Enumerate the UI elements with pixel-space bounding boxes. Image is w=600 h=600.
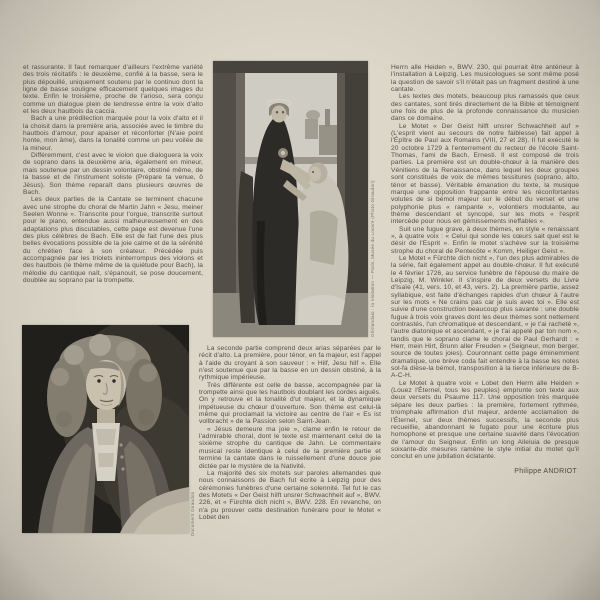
paragraph: Le Motet « Der Geist hilft unsrer Schwachheit auf » (L'esprit vient au secours de notre faiblesse) fait appel à l'Épître de Paul aux Romains (VIII, 27 et 28). Il fut exécuté le 20 octobre 1729 à l'enterrement du recteur de l'école Saint-Thomas, l'ami de Bach, Ernesti. Il est composé de trois parties. La première est un double-chœur à la manière des Vénitiens de la Renaissance, dans lequel les deux groupes sont constitués de voix de mêmes tessitures (soprano, alto, ténor et basse). Véritable émanation du texte, la musique marque une opposition frappante entre les réconfortantes volutes de si bémol majeur sur le début du verset et une polyphonie plus « rampante », volontiers modulante, au thème descendant et syncopé, sur les mots « l'esprit intercède pour nous en gémissements ineffables ».	[391, 122, 579, 226]
paragraph: La seconde partie comprend deux arias séparées par le récit d'alto. La première, pour ténor, en fa majeur, est l'appel à l'aide du croyant à son sauveur : « Hilf, Jesu hilf ». Elle n'est soutenue que par la basse en un dessin obstiné, à la rythmique impérieuse.	[199, 345, 381, 382]
paragraph: Très différente est celle de basse, accompagnée par la trompette ainsi que les hautbois doublant les cordes aiguës. On y retrouve et la tonalité d'ut majeur, et la dynamique impétueuse du chœur d'ouverture. Son thème est celui-là même qui proclamait la victoire au centre de l'air « Es ist vollbracht » de la Passion selon Saint-Jean.	[199, 381, 381, 426]
paragraph: « Jésus demeure ma joie », clame enfin le retour de l'admirable choral, dont le texte est maintenant celui de la sixième strophe du cantique de Jahn. Le commentaire musical reste identique à celui de la première partie et termine la cantate dans le ruissellement d'une douce joie dictée par le mystère de la Nativité.	[199, 425, 381, 470]
paragraph: Bach a une prédilection marquée pour la voix d'alto et il la choisit dans la première aria, associée avec le timbre du hautbois d'amour, pour apaiser et réconforter (N'aie point honte, mon âme), dans la tonalité comme un peu voilée de la mineur.	[23, 115, 203, 152]
paragraph: Suit une fugue grave, à deux thèmes, en style « renaissant », à quatre voix : « Celui qui sonde les cœurs sait quel est le désir de l'Esprit ». Enfin le motet s'achève sur la troisième strophe du choral de Pentecôte « Komm, Heiliger Geist ».	[391, 225, 579, 255]
visitation-painting-art	[213, 61, 368, 337]
bach-portrait	[22, 325, 189, 533]
text-column-right	[391, 64, 579, 475]
paragraph: La majorité des six motets sur paroles allemandes que nous connaissons de Bach fut écrite à Leipzig pour des cérémonies funèbres d'une certaine solennité. Tel fut le cas des Motets « Der Geist hilft unsrer Schwachheit auf », BWV. 226, et « Fürchte dich nicht », BWV. 228. En revanche, on n'a pu prouver cette destination funéraire pour le Motet « Lobet den	[199, 469, 381, 521]
text-column-left	[23, 64, 203, 284]
bach-photo-credit: Document Giraudon	[190, 491, 195, 536]
paragraph: Différemment, c'est avec le violon que dialoguera la voix de soprano dans la deuxième aria, également en mineur, mais soutenue par un dessin volontaire, obstiné même, de la basse et de l'instrument soliste (Prépare ta venue, ô Jésus). Son thème reparaît dans plusieurs œuvres de Bach.	[23, 152, 203, 196]
paragraph: Les deux parties de la Cantate se terminent chacune avec une strophe du choral de Martin Jahn « Jesu, meiner Seelen Wonne ». Transcrite pour l'orgue, transcrite surtout pour le piano, entendue aussi malheureusement en des adaptations plus discutables, cette page est devenue l'une des plus célèbres de Bach. Elle est de fait l'une des plus belles évocations possible de la joie calme et de la sérénité du chrétien face à son créateur. Précédée puis accompagnée par les triolets ininterrompus des violons et des hautbois (le thème même de la quiétude pour Bach), la mélodie du cantique naît, s'épanouit, se pose doucement, doublée au soprano par la trompette.	[23, 196, 203, 284]
paragraph: Le Motet à quatre voix « Lobet den Herrn alle Heiden » (Louez l'Éternel, tous les peuples) emprunte son texte aux deux versets du Psaume 117. Une opposition très marquée sépare les deux parties : la première, fortement rythmée, triomphale affirmation d'ut majeur, ardente acclamation de l'Éternel, sur deux thèmes successifs, la seconde plus recueillie, abandonnant le fugato pour une écriture plus homophone et presque une certaine suavité dans l'évocation de l'amour du Seigneur. Enfin un long Alleluia de presque soixante-dix mesures ramène le style initial du motet qu'il conclut en une jubilation éclatante.	[391, 379, 579, 461]
right-column-paragraphs	[391, 64, 579, 461]
paragraph: Herrn alle Heiden », BWV. 230, qui pourrait être antérieur à l'installation à Leipzig. Les musicologues se sont même posé la question de savoir s'il n'était pas un fragment destiné à une cantate.	[391, 64, 579, 94]
visitation-photo-credit: Ghirlandaio : la Visitation — Paris, Musée du Louvre (Photo Giraudon)	[370, 180, 375, 337]
author-signature: Philippe ANDRIOT	[514, 467, 577, 475]
paragraph: Les textes des motets, beaucoup plus ramassés que ceux des cantates, sont tirés directement de la Bible et témoignent une fois de plus de la profonde connaissance du musicien dans ce domaine.	[391, 93, 579, 123]
text-column-middle	[199, 345, 381, 521]
visitation-painting	[213, 61, 368, 337]
bach-portrait-art	[22, 325, 189, 533]
paragraph: Le Motet « Fürchte dich nicht », l'un des plus admirables de la série, fait également appel au double-chœur. Il fut exécuté le 4 février 1726, au service funèbre de l'épouse du maire de Leipzig, M. Winkler. Il s'inspire de deux versets du Livre d'Isaïe (41, vers. 10, et 43, vers. 2). La première partie, assez syllabique, est faite d'échanges rapides d'un chœur à l'autre sur les mots « Ne crains pas car je suis avec toi ». Elle est suivie d'une construction beaucoup plus savante : une double fugue à trois voix graves dont les deux thèmes sont nettement contrastés, l'un chromatique et descendant, « je t'ai racheté », l'autre diatonique et ascendant, « je t'ai appelé par ton nom », tandis que le soprano clame le choral de Paul Gerhardt : « Herr, mein Hirt, Brunn aller Freuden » (Seigneur, mon berger, source de toutes joies). Couronnant cette page éminemment dramatique, une brève coda fait entendre à la basse les notes sol-fa dièse-la bémol, transposition à la tierce inférieure de B-A-C-H.	[391, 254, 579, 380]
paragraph: et rassurante. Il faut remarquer d'ailleurs l'extrême variété des trois récitatifs : le deuxième, confié à la basse, sera le plus dépouillé, uniquement soutenu par le continuo dont la ligne de basse souligne efficacement quelques images du texte. Enfin le troisième, proche de l'arioso, sera conçu comme un dialogue plein de tendresse entre la voix d'alto et les deux hautbois da caccia.	[23, 64, 203, 116]
